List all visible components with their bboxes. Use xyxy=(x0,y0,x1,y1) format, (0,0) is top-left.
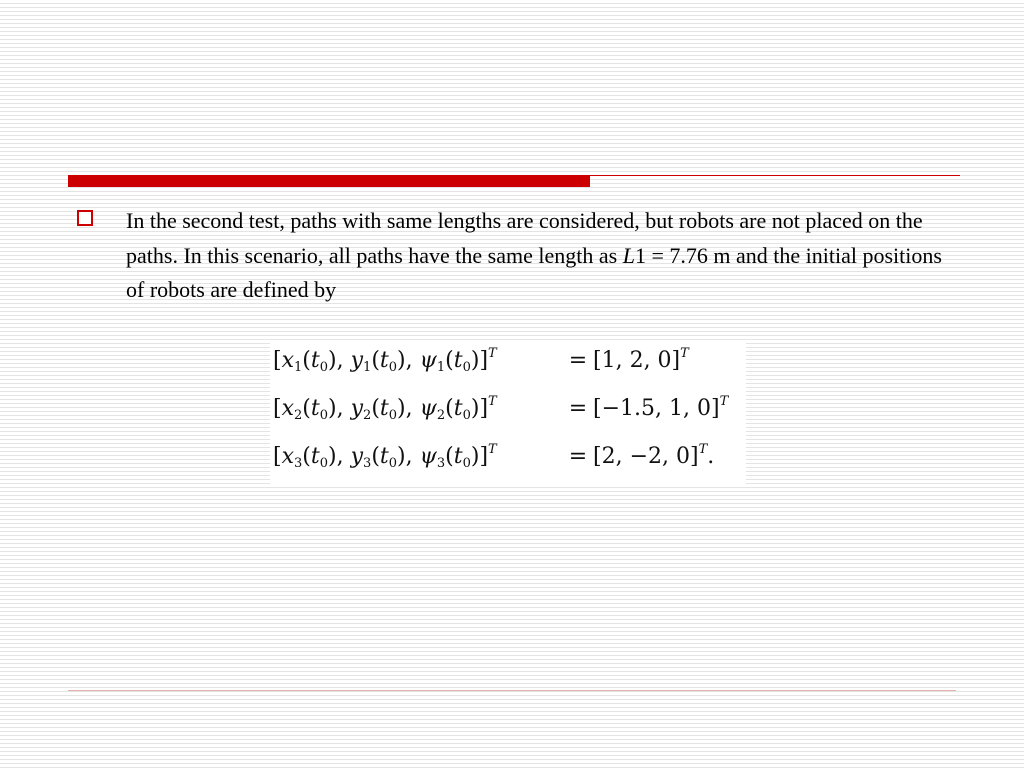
equation-rhs: [−1.5, 1, 0]$^T$ xyxy=(593,394,729,421)
equation-rhs: [1, 2, 0]$^T$ xyxy=(593,346,689,373)
paragraph-text-end: 1 = 7.76 m and the initial positions of robots are defined by xyxy=(126,242,942,302)
bullet-paragraph xyxy=(126,204,946,308)
equals-sign: = xyxy=(568,396,588,421)
equals-sign: = xyxy=(568,348,588,373)
equation-lhs: [$x_2(t_0)$, $y_2(t_0)$, $\psi_2(t_0)]^T$ xyxy=(273,394,497,423)
equation-rhs: [2, −2, 0]$^T$. xyxy=(593,442,715,469)
equation-lhs: [$x_3(t_0)$, $y_3(t_0)$, $\psi_3(t_0)]^T$ xyxy=(273,442,497,471)
paragraph-text-start: In the second test, paths with same lengths are considered, but robots are not placed on the paths. In this scenario, all paths have the same length as xyxy=(126,208,923,268)
footer-divider-line xyxy=(68,690,956,691)
equation-row-3 xyxy=(273,444,714,488)
paragraph-variable: L xyxy=(622,242,635,268)
equals-sign: = xyxy=(568,444,588,469)
equation-image xyxy=(270,340,746,486)
equation-row-2 xyxy=(273,396,728,440)
title-divider-line xyxy=(590,175,960,176)
square-bullet-icon xyxy=(77,210,93,226)
title-divider-bar xyxy=(68,175,590,187)
equation-lhs: [$x_1(t_0)$, $y_1(t_0)$, $\psi_1(t_0)]^T$ xyxy=(273,346,497,375)
equation-row-1 xyxy=(273,348,689,392)
